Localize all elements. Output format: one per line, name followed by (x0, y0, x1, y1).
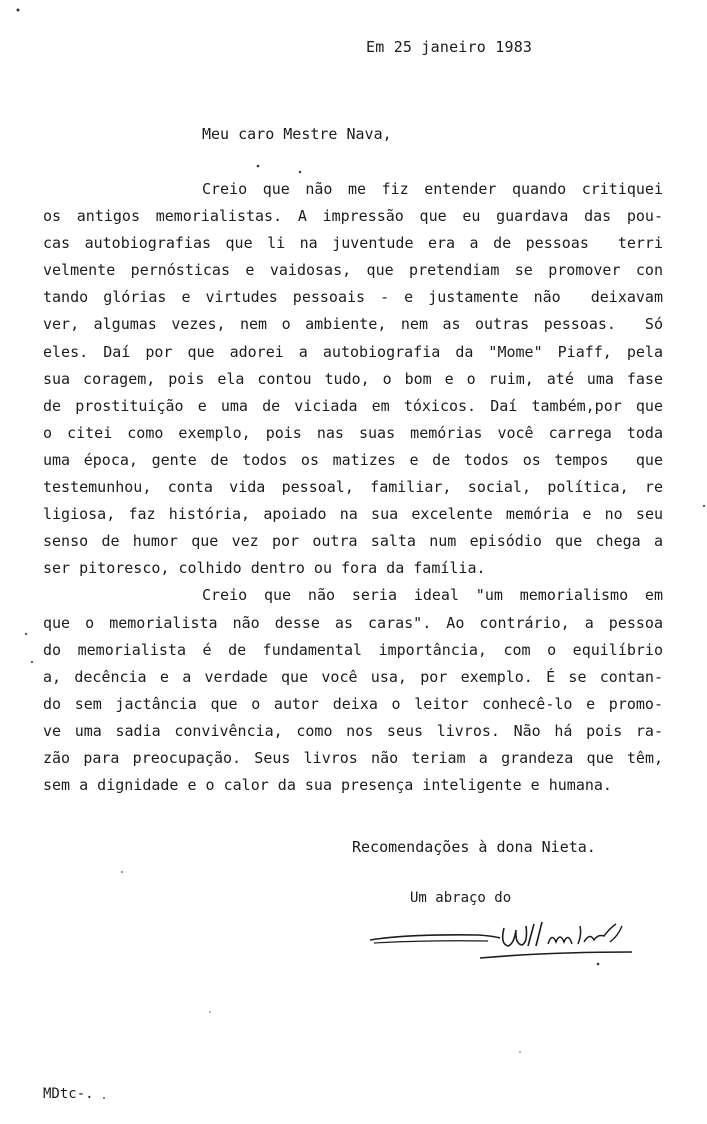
body-line: os antigos memorialistas. A impressão que eu guardava das pou- (43, 207, 663, 226)
body-line: testemunhou, conta vida pessoal, familiar, social, política, re (43, 478, 663, 497)
body-line: ver, algumas vezes, nem o ambiente, nem as outras pessoas. Só (43, 315, 663, 334)
body-line: do memorialista é de fundamental importância, com o equilíbrio (43, 640, 663, 659)
body-line: cas autobiografias que li na juventude era a de pessoas terri (43, 234, 663, 253)
letter-body (43, 176, 663, 799)
body-line: tando glórias e virtudes pessoais - e justamente não deixavam (43, 288, 663, 307)
letter-date: Em 25 janeiro 1983 (366, 38, 533, 56)
body-line: que o memorialista não desse as caras". Ao contrário, a pessoa (43, 613, 663, 632)
body-line: zão para preocupação. Seus livros não teriam a grandeza que têm, (43, 748, 663, 767)
body-line: ser pitoresco, colhido dentro ou fora da família. (43, 559, 486, 578)
handwritten-signature (368, 914, 638, 970)
body-line: ve uma sadia convivência, como nos seus livros. Não há pois ra- (43, 721, 663, 740)
body-line: uma época, gente de todos os matizes e de todos os tempos que (43, 450, 663, 469)
typist-reference: MDtc-. (43, 1086, 94, 1102)
body-line: a, decência e a verdade que você usa, por exemplo. É se contan- (43, 667, 663, 686)
letter-sign-off: Um abraço do (410, 890, 512, 906)
letter-closing: Recomendações à dona Nieta. (352, 838, 596, 856)
body-line: ligiosa, faz história, apoiado na sua excelente memória e no seu (43, 505, 663, 524)
body-line: sua coragem, pois ela contou tudo, o bom e o ruim, até uma fase (43, 369, 663, 388)
body-line: o citei como exemplo, pois nas suas memórias você carrega toda (43, 423, 663, 442)
body-line: de prostituição e uma de viciada em tóxicos. Daí também,por que (43, 396, 663, 415)
body-line: senso de humor que vez por outra salta num episódio que chega a (43, 532, 663, 551)
body-line: sem a dignidade e o calor da sua presença inteligente e humana. (43, 776, 612, 795)
body-line: velmente pernósticas e vaidosas, que pretendiam se promover con (43, 261, 663, 280)
body-line: do sem jactância que o autor deixa o leitor conhecê-lo e promo- (43, 694, 663, 713)
body-line: eles. Daí por que adorei a autobiografia da "Mome" Piaff, pela (43, 342, 663, 361)
letter-salutation: Meu caro Mestre Nava, (202, 125, 392, 143)
body-line: Creio que não seria ideal "um memorialismo em (202, 586, 663, 605)
body-line: Creio que não me fiz entender quando critiquei (202, 180, 663, 198)
